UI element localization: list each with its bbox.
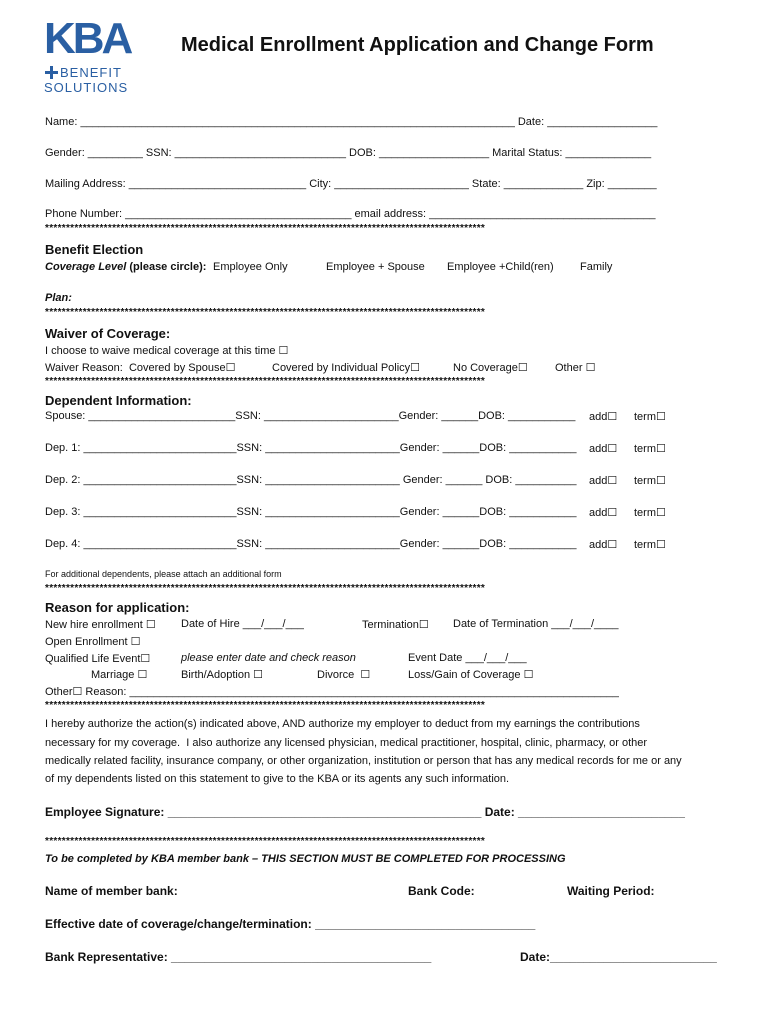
waiver-individual-policy[interactable]: Covered by Individual Policy☐ bbox=[272, 362, 421, 374]
plan-label: Plan: bbox=[45, 292, 72, 304]
add-checkbox[interactable]: add☐ bbox=[589, 411, 618, 423]
term-checkbox[interactable]: term☐ bbox=[634, 475, 666, 487]
birth-adoption-checkbox[interactable]: Birth/Adoption ☐ bbox=[181, 669, 264, 681]
new-hire-checkbox[interactable]: New hire enrollment ☐ bbox=[45, 619, 156, 631]
page-title: Medical Enrollment Application and Change Form bbox=[181, 34, 654, 56]
term-checkbox[interactable]: term☐ bbox=[634, 539, 666, 551]
option-family[interactable]: Family bbox=[580, 261, 613, 273]
waiting-period-label[interactable]: Waiting Period: bbox=[567, 884, 655, 898]
dependent-row-1[interactable]: Dep. 1: _________________________SSN: ______________________Gender: ______DOB: ___________ bbox=[45, 442, 577, 454]
dependent-heading: Dependent Information: bbox=[45, 393, 192, 408]
member-bank-name-label[interactable]: Name of member bank: bbox=[45, 884, 178, 898]
add-checkbox[interactable]: add☐ bbox=[589, 507, 618, 519]
dependent-row-2[interactable]: Dep. 2: _________________________SSN: ______________________ Gender: ______ DOB: __________ bbox=[45, 474, 577, 486]
coverage-level-row bbox=[45, 261, 206, 273]
term-checkbox[interactable]: term☐ bbox=[634, 507, 666, 519]
divider: ********************************************************************************************************* bbox=[45, 583, 486, 594]
phone-email-line[interactable]: Phone Number: _____________________________________ email address: _____________________________________ bbox=[45, 208, 656, 220]
address-line[interactable]: Mailing Address: _____________________________ City: ______________________ State: _____________ Zip: ________ bbox=[45, 178, 657, 190]
additional-dependents-note: For additional dependents, please attach an additional form bbox=[45, 569, 282, 579]
loss-gain-coverage-checkbox[interactable]: Loss/Gain of Coverage ☐ bbox=[408, 669, 534, 681]
circle-text: (please circle): bbox=[129, 261, 207, 273]
divider: ********************************************************************************************************* bbox=[45, 376, 486, 387]
marriage-checkbox[interactable]: Marriage ☐ bbox=[91, 669, 148, 681]
bank-date-line[interactable]: Date:_________________________ bbox=[520, 950, 717, 964]
date-of-hire-field[interactable]: Date of Hire ___/___/___ bbox=[181, 618, 304, 630]
name-date-line[interactable]: Name: _______________________________________________________________________ Date: __________________ bbox=[45, 116, 658, 128]
event-date-field[interactable]: Event Date ___/___/___ bbox=[408, 652, 527, 664]
divider: ********************************************************************************************************* bbox=[45, 700, 486, 711]
authorization-text-1: I hereby authorize the action(s) indicated above, AND authorize my employer to deduct from my earnings the contributions bbox=[45, 718, 640, 730]
add-checkbox[interactable]: add☐ bbox=[589, 475, 618, 487]
open-enrollment-checkbox[interactable]: Open Enrollment ☐ bbox=[45, 636, 141, 648]
termination-checkbox[interactable]: Termination☐ bbox=[362, 619, 429, 631]
date-of-termination-field[interactable]: Date of Termination ___/___/____ bbox=[453, 618, 619, 630]
cross-icon bbox=[45, 66, 58, 79]
employee-signature-line[interactable]: Employee Signature: _______________________________________________ Date: _________________________ bbox=[45, 805, 685, 819]
bank-representative-line[interactable]: Bank Representative: _______________________________________ bbox=[45, 950, 432, 964]
coverage-label: Coverage Level bbox=[45, 261, 127, 273]
bank-section-note: To be completed by KBA member bank – THIS SECTION MUST BE COMPLETED FOR PROCESSING bbox=[45, 853, 566, 865]
logo-solutions: SOLUTIONS bbox=[44, 80, 129, 95]
logo-kba: KBA bbox=[44, 14, 131, 63]
logo-benefit: BENEFIT bbox=[60, 65, 122, 80]
enter-date-instruction: please enter date and check reason bbox=[181, 652, 356, 664]
authorization-text-4: of my dependents listed on this statement to give to the KBA or its agents any such information. bbox=[45, 773, 510, 785]
waiver-line[interactable]: I choose to waive medical coverage at this time ☐ bbox=[45, 345, 289, 357]
benefit-heading: Benefit Election bbox=[45, 242, 144, 257]
add-checkbox[interactable]: add☐ bbox=[589, 443, 618, 455]
term-checkbox[interactable]: term☐ bbox=[634, 443, 666, 455]
other-reason-field[interactable]: Other☐ Reason: ________________________________________________________________________________ bbox=[45, 686, 619, 698]
waiver-no-coverage[interactable]: No Coverage☐ bbox=[453, 362, 528, 374]
divider: ********************************************************************************************************* bbox=[45, 307, 486, 318]
effective-date-line[interactable]: Effective date of coverage/change/termination: _________________________________ bbox=[45, 917, 536, 931]
option-employee-children[interactable]: Employee +Child(ren) bbox=[447, 261, 554, 273]
dependent-row-4[interactable]: Dep. 4: _________________________SSN: ______________________Gender: ______DOB: ___________ bbox=[45, 538, 577, 550]
waiver-reason-spouse[interactable]: Waiver Reason: Covered by Spouse☐ bbox=[45, 362, 236, 374]
gender-ssn-line[interactable]: Gender: _________ SSN: ____________________________ DOB: __________________ Marital Status: ______________ bbox=[45, 147, 652, 159]
authorization-text-3: medically related facility, insurance company, or other organization, institution or person that has any medical records for me or any bbox=[45, 755, 682, 767]
option-employee-spouse[interactable]: Employee + Spouse bbox=[326, 261, 425, 273]
divider: ********************************************************************************************************* bbox=[45, 836, 486, 847]
dependent-row-spouse[interactable]: Spouse: ________________________SSN: ______________________Gender: ______DOB: ___________ bbox=[45, 410, 576, 422]
waiver-heading: Waiver of Coverage: bbox=[45, 326, 171, 341]
authorization-text-2: necessary for my coverage. I also authorize any licensed physician, medical practitioner, hospital, clinic, pharmacy, or other bbox=[45, 737, 648, 749]
add-checkbox[interactable]: add☐ bbox=[589, 539, 618, 551]
divider: ********************************************************************************************************* bbox=[45, 223, 486, 234]
bank-code-label[interactable]: Bank Code: bbox=[408, 884, 475, 898]
reason-heading: Reason for application: bbox=[45, 600, 190, 615]
dependent-row-3[interactable]: Dep. 3: _________________________SSN: ______________________Gender: ______DOB: ___________ bbox=[45, 506, 577, 518]
option-employee-only[interactable]: Employee Only bbox=[213, 261, 288, 273]
waiver-other[interactable]: Other ☐ bbox=[555, 362, 596, 374]
divorce-checkbox[interactable]: Divorce ☐ bbox=[317, 669, 371, 681]
term-checkbox[interactable]: term☐ bbox=[634, 411, 666, 423]
qualified-life-event-checkbox[interactable]: Qualified Life Event☐ bbox=[45, 653, 151, 665]
